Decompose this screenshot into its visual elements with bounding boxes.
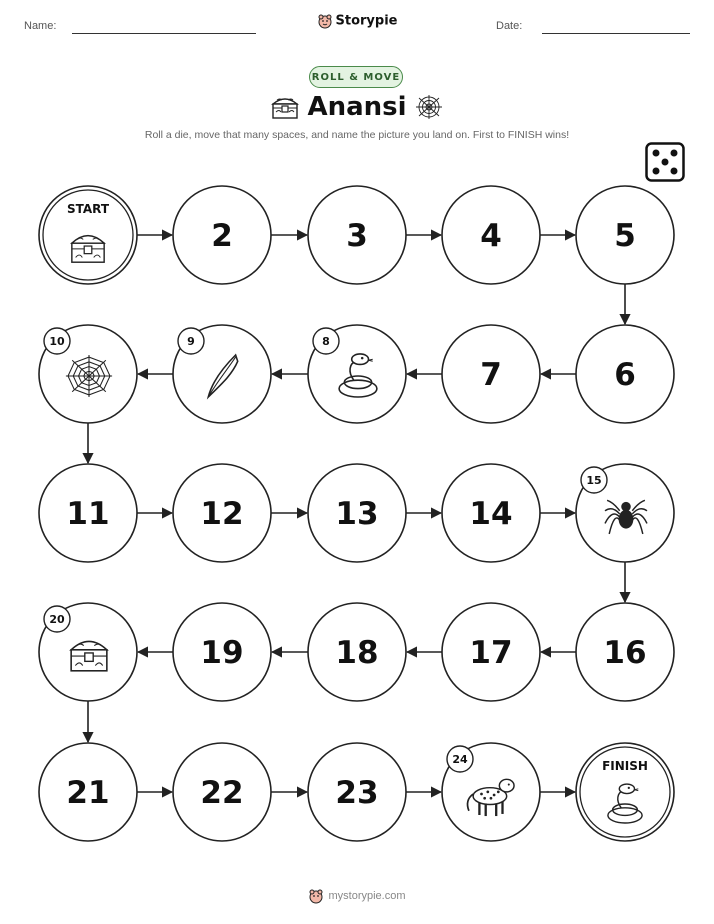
space-number: 11: [66, 496, 110, 532]
board-space-12: [173, 464, 271, 562]
name-label: Name:: [24, 20, 57, 32]
space-number: 7: [480, 357, 502, 393]
space-number: 4: [480, 218, 502, 254]
board-space-6: [576, 325, 674, 423]
space-number: 19: [200, 635, 244, 671]
board-space-8: [308, 325, 406, 423]
finish-space: [576, 743, 674, 841]
space-number: 3: [346, 218, 368, 254]
board-space-18: [308, 603, 406, 701]
space-number: 16: [603, 635, 647, 671]
game-type-badge: ROLL & MOVE: [309, 66, 403, 88]
page-title: Anansi: [307, 92, 407, 122]
board-space-7: [442, 325, 540, 423]
space-number: 18: [335, 635, 379, 671]
board-space-22: [173, 743, 271, 841]
board-space-3: [308, 186, 406, 284]
space-number-badge: 15: [586, 474, 602, 487]
space-number-badge: 20: [49, 613, 65, 626]
date-label: Date:: [496, 20, 523, 32]
board-space-16: [576, 603, 674, 701]
footer: [0, 888, 714, 904]
board-space-20: [39, 603, 137, 701]
space-number: 23: [335, 775, 379, 811]
space-number: 6: [614, 357, 636, 393]
instructions: Roll a die, move that many spaces, and name the picture you land on. First to FINISH wins!: [144, 129, 570, 141]
board-space-11: [39, 464, 137, 562]
board-space-10: [39, 325, 137, 423]
space-number: 14: [469, 496, 513, 532]
space-number-badge: 24: [452, 753, 468, 766]
start-label: START: [66, 202, 110, 216]
space-number: 13: [335, 496, 379, 532]
board-space-23: [308, 743, 406, 841]
space-number: 5: [614, 218, 636, 254]
board-space-14: [442, 464, 540, 562]
brand-name: Storypie: [335, 13, 398, 29]
footer-url: mystorypie.com: [328, 890, 406, 902]
space-number: 2: [211, 218, 233, 254]
board-space-4: [442, 186, 540, 284]
treasure-chest-icon: [72, 236, 104, 263]
space-number: 17: [469, 635, 513, 671]
board-space-24: [442, 743, 540, 841]
storypie-logo-icon: [308, 888, 324, 904]
board-space-13: [308, 464, 406, 562]
spider-web-icon: [66, 355, 112, 397]
board-space-15: [576, 464, 674, 562]
space-number-badge: 9: [187, 335, 195, 348]
start-space: [39, 186, 137, 284]
board-space-2: [173, 186, 271, 284]
board-space-19: [173, 603, 271, 701]
board-space-5: [576, 186, 674, 284]
space-number-badge: 10: [49, 335, 65, 348]
space-number: 22: [200, 775, 244, 811]
board-space-9: [173, 325, 271, 423]
finish-label: FINISH: [602, 759, 648, 773]
board-space-21: [39, 743, 137, 841]
space-number: 12: [200, 496, 244, 532]
treasure-chest-icon: [71, 641, 107, 670]
board-space-17: [442, 603, 540, 701]
space-number-badge: 8: [322, 335, 330, 348]
space-number: 21: [66, 775, 110, 811]
